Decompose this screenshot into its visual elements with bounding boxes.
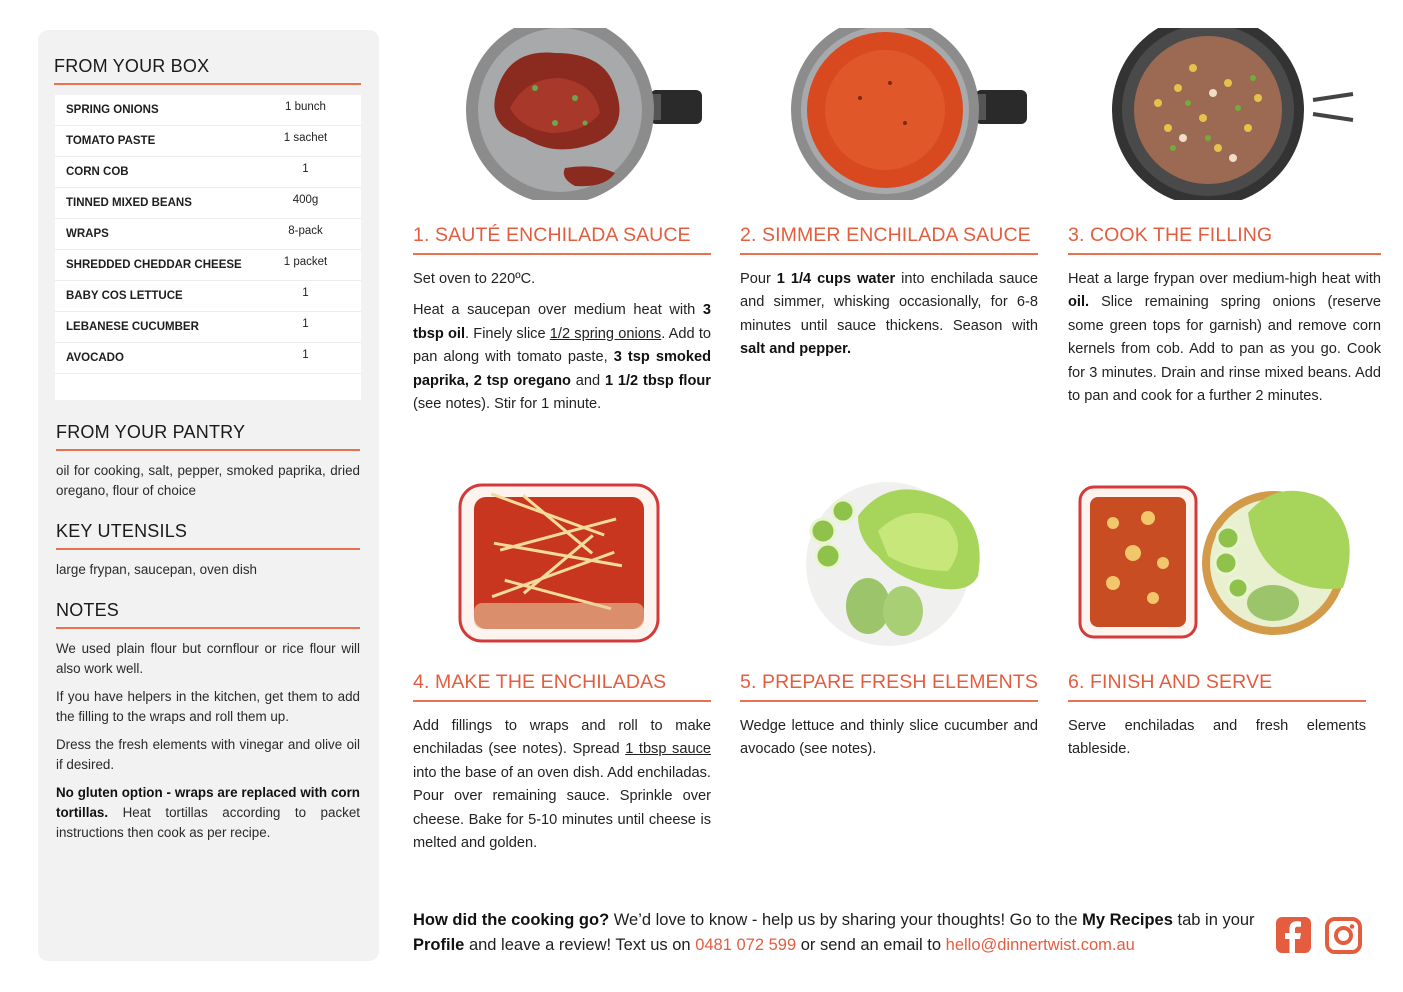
text: and bbox=[570, 372, 605, 389]
step-4 bbox=[413, 671, 711, 863]
text: We’d love to know - help us by sharing your thoughts! Go to the bbox=[609, 911, 1083, 929]
utensils-section bbox=[56, 521, 360, 580]
enchiladas-dish-photo bbox=[458, 483, 660, 643]
step-3-body bbox=[1068, 268, 1381, 408]
notes-heading: NOTES bbox=[56, 600, 360, 629]
step-2 bbox=[740, 224, 1038, 370]
phone-link[interactable]: 0481 072 599 bbox=[695, 936, 797, 954]
note-4 bbox=[56, 783, 360, 843]
step-6-title: 6. FINISH AND SERVE bbox=[1068, 671, 1366, 702]
ingredient-name: LEBANESE CUCUMBER bbox=[66, 321, 199, 333]
ingredient-name: BABY COS LETTUCE bbox=[66, 290, 183, 302]
fresh-elements-photo bbox=[798, 476, 993, 646]
step-5 bbox=[740, 671, 1038, 770]
facebook-glyph bbox=[1276, 917, 1311, 953]
text-bold: How did the cooking go? bbox=[413, 911, 610, 929]
ingredient-qty: 1 packet bbox=[283, 256, 328, 268]
table-row bbox=[55, 188, 361, 219]
profile-label: Profile bbox=[413, 936, 465, 954]
table-row bbox=[55, 343, 361, 374]
ingredient-qty: 1 bbox=[302, 349, 309, 361]
text-bold: 1 1/2 tbsp flour bbox=[604, 372, 711, 389]
ingredient-qty: 1 bbox=[302, 163, 309, 175]
ingredient-name: WRAPS bbox=[66, 228, 109, 240]
table-row bbox=[55, 126, 361, 157]
ingredient-name: TINNED MIXED BEANS bbox=[66, 197, 192, 209]
step-3-instructions bbox=[1068, 268, 1381, 408]
note-1: We used plain flour but cornflour or rice flour will also work well. bbox=[56, 641, 360, 676]
notes-section bbox=[56, 600, 360, 843]
text: Heat a saucepan over medium heat with bbox=[413, 302, 703, 319]
table-row bbox=[55, 157, 361, 188]
my-recipes-label: My Recipes bbox=[1082, 911, 1173, 929]
text: Heat a large frypan over medium-high heat with bbox=[1068, 271, 1381, 287]
instagram-icon[interactable] bbox=[1325, 917, 1362, 954]
step-2-instructions bbox=[740, 268, 1038, 362]
text: Pour bbox=[740, 271, 777, 287]
text-bold: 1 1/4 cups water bbox=[776, 271, 896, 287]
key-utensils-heading: KEY UTENSILS bbox=[56, 521, 360, 550]
pantry-section bbox=[56, 422, 360, 501]
table-row bbox=[55, 281, 361, 312]
ingredient-qty: 1 bunch bbox=[285, 101, 326, 113]
sidebar bbox=[38, 30, 379, 961]
pantry-text: oil for cooking, salt, pepper, smoked paprika, dried oregano, flour of choice bbox=[56, 463, 360, 498]
from-your-pantry-heading: FROM YOUR PANTRY bbox=[56, 422, 360, 451]
social-links bbox=[1276, 917, 1362, 954]
utensils-text: large frypan, saucepan, oven dish bbox=[56, 562, 257, 577]
saute-sauce-photo bbox=[465, 28, 705, 200]
text-bold: 3 tsp smoked paprika, 2 tsp oregano bbox=[413, 349, 711, 389]
email-link[interactable]: hello@dinnertwist.com.au bbox=[945, 936, 1135, 954]
text-bold: 3 tbsp oil bbox=[413, 302, 711, 342]
step-1-oven: Set oven to 220ºC. bbox=[413, 271, 536, 287]
text: or send an email to bbox=[796, 936, 946, 954]
step-4-instructions bbox=[413, 715, 711, 855]
text: Slice remaining spring onions (reserve some green tops for garnish) and remove corn kernels from cob. Add to pan as you go. Cook for 3 minutes. Drain and rinse mixed beans. Add to pan and cook for a further 2 minutes. bbox=[1068, 294, 1381, 405]
text-bold: salt and pepper. bbox=[740, 341, 852, 358]
text: tab in your bbox=[1172, 911, 1255, 929]
step-4-title: 4. MAKE THE ENCHILADAS bbox=[413, 671, 711, 702]
table-row bbox=[55, 95, 361, 126]
step-6-body bbox=[1068, 715, 1366, 762]
note-2: If you have helpers in the kitchen, get them to add the filling to the wraps and roll them up. bbox=[56, 689, 360, 724]
ingredient-qty: 1 bbox=[302, 287, 309, 299]
step-5-body bbox=[740, 715, 1038, 762]
step-1-title: 1. SAUTÉ ENCHILADA SAUCE bbox=[413, 224, 711, 255]
text-underline: 1/2 spring onions bbox=[549, 325, 662, 342]
notes-text bbox=[56, 639, 360, 843]
ingredients-table bbox=[55, 95, 361, 400]
text: into the base of an oven dish. Add enchiladas. Pour over remaining sauce. Sprinkle over cheese. Bake for 5-10 minutes until cheese is melted and golden. bbox=[413, 764, 711, 852]
table-row bbox=[55, 219, 361, 250]
ingredient-name: TOMATO PASTE bbox=[66, 135, 156, 147]
table-row bbox=[55, 250, 361, 281]
step-3 bbox=[1068, 224, 1381, 416]
ingredient-qty: 1 sachet bbox=[283, 132, 328, 144]
finish-serve-photo bbox=[1078, 483, 1360, 643]
ingredient-qty: 8-pack bbox=[288, 225, 323, 237]
table-row bbox=[55, 312, 361, 343]
ingredient-name: SHREDDED CHEDDAR CHEESE bbox=[66, 259, 242, 271]
step-1-instructions bbox=[413, 299, 711, 416]
cook-filling-photo bbox=[1108, 28, 1358, 200]
note-4-rest: Heat tortillas according to packet instructions then cook as per recipe. bbox=[56, 805, 360, 840]
step-1-body bbox=[413, 268, 711, 416]
text: and leave a review! Text us on bbox=[464, 936, 696, 954]
text: into enchilada sauce and simmer, whisking occasionally, for 6-8 minutes until sauce thickens. Season with bbox=[740, 271, 1038, 334]
text: (see notes). Stir for 1 minute. bbox=[413, 396, 602, 413]
ingredient-name: SPRING ONIONS bbox=[66, 104, 159, 116]
ingredient-qty: 1 bbox=[302, 318, 309, 330]
instagram-glyph bbox=[1329, 921, 1358, 950]
from-your-box-heading: FROM YOUR BOX bbox=[54, 56, 361, 85]
ingredient-qty: 400g bbox=[292, 194, 319, 206]
step-4-body bbox=[413, 715, 711, 855]
step-5-title: 5. PREPARE FRESH ELEMENTS bbox=[740, 671, 1038, 702]
step-5-instructions: Wedge lettuce and thinly slice cucumber and avocado (see notes). bbox=[740, 718, 1038, 758]
step-2-title: 2. SIMMER ENCHILADA SAUCE bbox=[740, 224, 1038, 255]
note-4-bold: No gluten option - wraps are replaced with corn tortillas. bbox=[56, 785, 360, 820]
text-bold: oil. bbox=[1068, 294, 1090, 311]
step-6 bbox=[1068, 671, 1366, 770]
step-3-title: 3. COOK THE FILLING bbox=[1068, 224, 1381, 255]
step-2-body bbox=[740, 268, 1038, 362]
feedback-footer bbox=[413, 908, 1263, 958]
simmer-sauce-photo bbox=[790, 28, 1030, 200]
text: . Finely slice bbox=[465, 325, 550, 342]
note-3: Dress the fresh elements with vinegar and olive oil if desired. bbox=[56, 737, 360, 772]
text-underline: 1 tbsp sauce bbox=[625, 741, 711, 758]
text: . Add to pan along with tomato paste, bbox=[413, 325, 712, 366]
step-6-instructions: Serve enchiladas and fresh elements tableside. bbox=[1068, 718, 1366, 758]
ingredient-name: CORN COB bbox=[66, 166, 129, 178]
step-1 bbox=[413, 224, 711, 424]
facebook-icon[interactable] bbox=[1276, 917, 1311, 953]
text: Add fillings to wraps and roll to make enchiladas (see notes). Spread bbox=[413, 718, 711, 758]
ingredient-name: AVOCADO bbox=[66, 352, 124, 364]
